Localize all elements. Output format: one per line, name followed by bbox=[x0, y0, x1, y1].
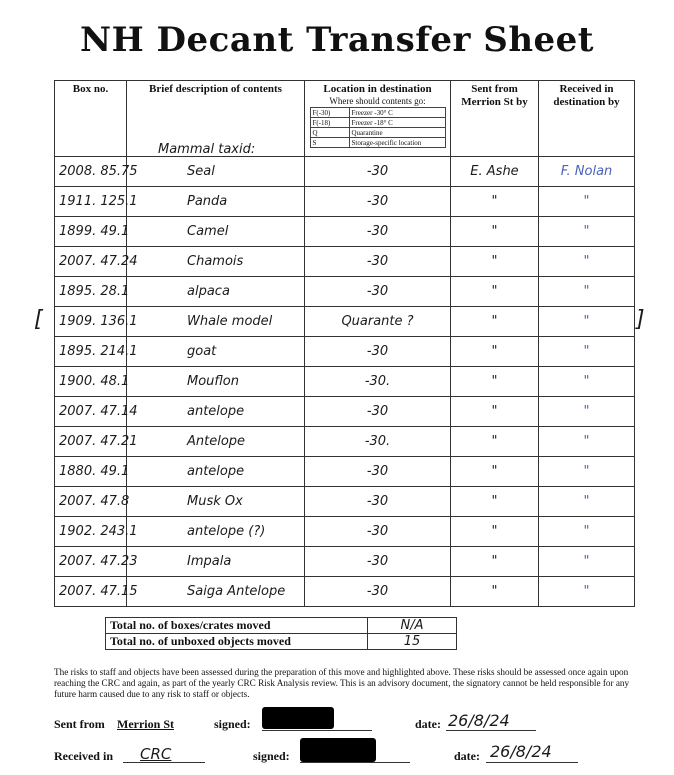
totals-boxes-label: Total no. of boxes/crates moved bbox=[106, 618, 368, 634]
table-row bbox=[55, 487, 635, 517]
sent-date-value: 26/8/24 bbox=[448, 711, 510, 730]
group-note: Mammal taxid: bbox=[158, 142, 256, 157]
received-by-cell: " bbox=[539, 517, 635, 547]
sent-by-cell: " bbox=[451, 487, 539, 517]
header-row bbox=[55, 81, 635, 157]
received-by-cell: " bbox=[539, 217, 635, 247]
received-by-cell: " bbox=[539, 427, 635, 457]
sent-signed-label: signed: bbox=[214, 717, 251, 731]
sent-by-cell: " bbox=[451, 397, 539, 427]
received-by-cell: " bbox=[539, 277, 635, 307]
box-number-cell: 2007. 47.15 bbox=[55, 577, 127, 607]
box-number-cell: 1895. 214.1 bbox=[55, 337, 127, 367]
left-bracket: [ bbox=[34, 307, 43, 332]
received-date-label: date: bbox=[454, 749, 480, 763]
received-by-cell: " bbox=[539, 487, 635, 517]
sent-by-cell: " bbox=[451, 457, 539, 487]
location-cell: -30 bbox=[305, 397, 451, 427]
table-row bbox=[55, 547, 635, 577]
sent-by-cell: " bbox=[451, 547, 539, 577]
description-cell: Saiga Antelope bbox=[127, 577, 305, 607]
received-by-cell: " bbox=[539, 577, 635, 607]
sent-date-label: date: bbox=[415, 717, 441, 731]
box-number-cell: 2007. 47.24 bbox=[55, 247, 127, 277]
received-by-cell: F. Nolan bbox=[539, 157, 635, 187]
box-number-cell: 1895. 28.1 bbox=[55, 277, 127, 307]
legend-meaning: Freezer -30° C bbox=[349, 108, 445, 118]
totals-boxes-row bbox=[106, 618, 457, 634]
totals-unboxed-value: 15 bbox=[368, 634, 457, 650]
description-cell: Mouflon bbox=[127, 367, 305, 397]
table-row bbox=[55, 397, 635, 427]
location-cell: -30 bbox=[305, 517, 451, 547]
location-cell: -30 bbox=[305, 157, 451, 187]
sent-by-cell: " bbox=[451, 217, 539, 247]
header-location bbox=[305, 81, 451, 157]
header-location-sub: Where should contents go: bbox=[329, 96, 426, 106]
received-date-line bbox=[486, 762, 578, 763]
table-row bbox=[55, 337, 635, 367]
location-cell: -30 bbox=[305, 487, 451, 517]
sent-by-cell: " bbox=[451, 427, 539, 457]
legend-meaning: Storage-specific location bbox=[349, 138, 445, 148]
location-cell: Quarante ? bbox=[305, 307, 451, 337]
table-row bbox=[55, 367, 635, 397]
received-in-label: Received in bbox=[54, 749, 113, 763]
received-signature-line bbox=[300, 762, 410, 763]
sent-signature-line bbox=[262, 730, 372, 731]
location-cell: -30 bbox=[305, 337, 451, 367]
received-in-line bbox=[123, 762, 205, 763]
table-row bbox=[55, 307, 635, 337]
legend-code: Q bbox=[310, 128, 349, 138]
received-in-place: CRC bbox=[140, 745, 172, 763]
received-date-value: 26/8/24 bbox=[490, 742, 552, 761]
table-row bbox=[55, 517, 635, 547]
box-number-cell: 1900. 48.1 bbox=[55, 367, 127, 397]
transfer-table bbox=[54, 80, 635, 607]
received-by-cell: " bbox=[539, 367, 635, 397]
received-by-cell: " bbox=[539, 247, 635, 277]
received-by-cell: " bbox=[539, 307, 635, 337]
header-sent: Sent from Merrion St by bbox=[451, 81, 539, 157]
legend-meaning: Quarantine bbox=[349, 128, 445, 138]
received-signature-redaction bbox=[300, 738, 376, 762]
box-number-cell: 2008. 85.75 bbox=[55, 157, 127, 187]
description-cell: Antelope bbox=[127, 427, 305, 457]
description-cell: antelope bbox=[127, 457, 305, 487]
received-by-cell: " bbox=[539, 457, 635, 487]
table-body bbox=[55, 157, 635, 607]
header-location-label: Location in destination bbox=[323, 83, 432, 95]
location-cell: -30 bbox=[305, 277, 451, 307]
received-by-cell: " bbox=[539, 187, 635, 217]
location-cell: -30 bbox=[305, 577, 451, 607]
box-number-cell: 2007. 47.14 bbox=[55, 397, 127, 427]
description-cell: Camel bbox=[127, 217, 305, 247]
sent-by-cell: " bbox=[451, 277, 539, 307]
totals-boxes-value: N/A bbox=[368, 618, 457, 634]
table-row bbox=[55, 277, 635, 307]
description-cell: Whale model bbox=[127, 307, 305, 337]
box-number-cell: 1911. 125.1 bbox=[55, 187, 127, 217]
right-bracket: ] bbox=[636, 307, 645, 332]
header-received: Received in destination by bbox=[539, 81, 635, 157]
received-by-cell: " bbox=[539, 547, 635, 577]
sent-by-cell: " bbox=[451, 577, 539, 607]
box-number-cell: 2007. 47.21 bbox=[55, 427, 127, 457]
sent-signature-redaction bbox=[262, 707, 334, 729]
location-cell: -30 bbox=[305, 187, 451, 217]
sent-from-place: Merrion St bbox=[117, 717, 174, 731]
description-cell: Panda bbox=[127, 187, 305, 217]
location-legend bbox=[310, 107, 446, 148]
table-row bbox=[55, 247, 635, 277]
disclaimer-text: The risks to staff and objects have been assessed during the preparation of this move and highlighted above. These risks should be assessed once again upon reaching the CRC and again, as part of the yearly CRC Risk Analysis review. This is an advisory document, the signatory cannot be held responsible for any future harm caused due to any risk to staff or objects. bbox=[54, 667, 630, 699]
received-by-cell: " bbox=[539, 337, 635, 367]
description-cell: Impala bbox=[127, 547, 305, 577]
sent-by-cell: " bbox=[451, 307, 539, 337]
description-cell: antelope (?) bbox=[127, 517, 305, 547]
totals-unboxed-row bbox=[106, 634, 457, 650]
legend-code: F(-18) bbox=[310, 118, 349, 128]
totals-table bbox=[105, 617, 457, 650]
description-cell: alpaca bbox=[127, 277, 305, 307]
location-cell: -30 bbox=[305, 217, 451, 247]
sent-by-cell: " bbox=[451, 247, 539, 277]
description-cell: Chamois bbox=[127, 247, 305, 277]
description-cell: goat bbox=[127, 337, 305, 367]
box-number-cell: 1902. 243.1 bbox=[55, 517, 127, 547]
legend-code: F(-30) bbox=[310, 108, 349, 118]
header-description: Brief description of contents bbox=[127, 81, 305, 157]
page-title: NH Decant Transfer Sheet bbox=[79, 20, 595, 60]
location-cell: -30 bbox=[305, 547, 451, 577]
table-row bbox=[55, 187, 635, 217]
box-number-cell: 1880. 49.1 bbox=[55, 457, 127, 487]
received-by-cell: " bbox=[539, 397, 635, 427]
box-number-cell: 2007. 47.8 bbox=[55, 487, 127, 517]
legend-meaning: Freezer -18° C bbox=[349, 118, 445, 128]
sent-by-cell: " bbox=[451, 187, 539, 217]
table-row bbox=[55, 157, 635, 187]
sent-by-cell: " bbox=[451, 367, 539, 397]
sent-by-cell: " bbox=[451, 517, 539, 547]
box-number-cell: 1899. 49.1 bbox=[55, 217, 127, 247]
sent-by-cell: " bbox=[451, 337, 539, 367]
sent-by-cell: E. Ashe bbox=[451, 157, 539, 187]
table-row bbox=[55, 577, 635, 607]
box-number-cell: 1909. 136.1 bbox=[55, 307, 127, 337]
location-cell: -30. bbox=[305, 367, 451, 397]
description-cell: Musk Ox bbox=[127, 487, 305, 517]
sent-from-label: Sent from bbox=[54, 717, 105, 731]
totals-unboxed-label: Total no. of unboxed objects moved bbox=[106, 634, 368, 650]
location-cell: -30 bbox=[305, 457, 451, 487]
table-row bbox=[55, 217, 635, 247]
location-cell: -30 bbox=[305, 247, 451, 277]
table-row bbox=[55, 427, 635, 457]
sent-date-line bbox=[446, 730, 536, 731]
table-row bbox=[55, 457, 635, 487]
legend-code: S bbox=[310, 138, 349, 148]
location-cell: -30. bbox=[305, 427, 451, 457]
description-cell: antelope bbox=[127, 397, 305, 427]
header-box-no: Box no. bbox=[55, 81, 127, 157]
box-number-cell: 2007. 47.23 bbox=[55, 547, 127, 577]
description-cell: Seal bbox=[127, 157, 305, 187]
received-signed-label: signed: bbox=[253, 749, 290, 763]
